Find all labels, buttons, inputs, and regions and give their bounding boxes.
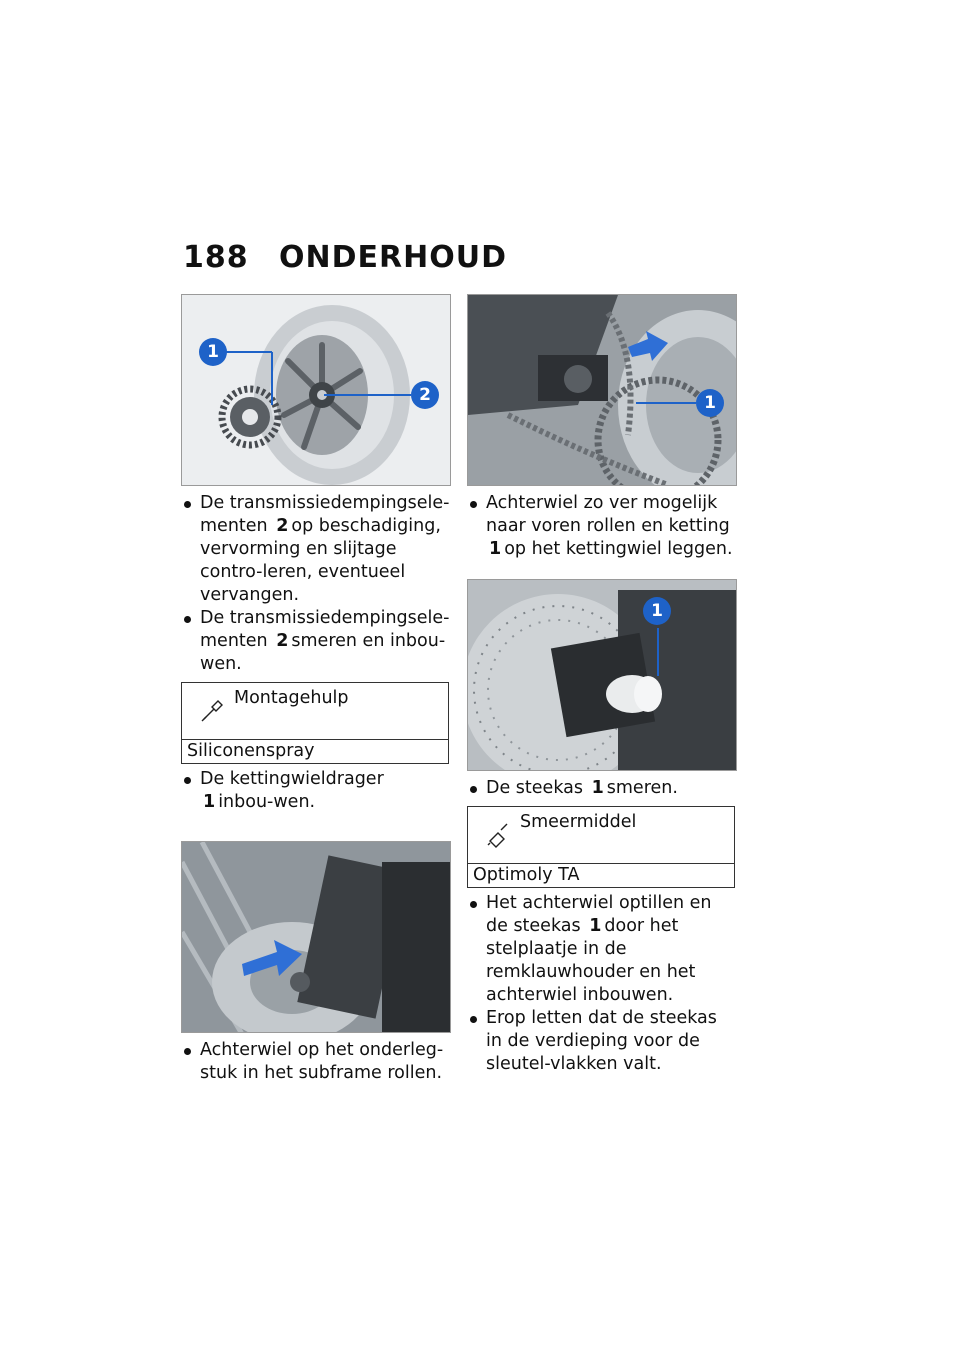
figure-chain-sprocket — [467, 294, 737, 486]
list-item: Achterwiel zo ver mogelijk naar voren rollen en ketting 1 op het kettingwiel leggen. — [467, 492, 737, 561]
page-header — [183, 240, 507, 275]
list-item: Het achterwiel optillen en de steekas 1 door het stelplaatje in de remklauwhouder en het achterwiel inbouwen. — [467, 892, 737, 1007]
bullet-dot — [184, 616, 191, 623]
section-title: ONDERHOUD — [279, 240, 507, 275]
bullet-dot — [184, 501, 191, 508]
page-number: 188 — [183, 240, 249, 275]
bullet-dot — [184, 777, 191, 784]
bullet-dot — [470, 786, 477, 793]
tool-icon — [198, 697, 226, 725]
bullet-dot — [470, 1016, 477, 1023]
bullet-dot — [184, 1048, 191, 1055]
figure-subframe-roll — [181, 841, 451, 1033]
instruction-list-b — [467, 777, 737, 800]
callout-1: 1 — [696, 389, 724, 417]
list-item: De kettingwieldrager 1 inbou-wen. — [181, 768, 451, 814]
figure-axle — [467, 579, 737, 771]
reference-number: 1 — [203, 792, 216, 812]
right-column — [467, 294, 737, 1076]
figure-rear-wheel-sprocket — [181, 294, 451, 486]
callout-1: 1 — [199, 338, 227, 366]
callout-2: 2 — [411, 381, 439, 409]
instruction-list-a — [181, 492, 451, 676]
lubricant-box — [467, 806, 735, 888]
list-item: Erop letten dat de steekas in de verdieping voor de sleutel-vlakken valt. — [467, 1007, 737, 1076]
note-value: Siliconenspray — [187, 741, 315, 761]
note-title: Montagehulp — [234, 688, 349, 708]
reference-number: 1 — [591, 778, 604, 798]
instruction-list-c — [467, 892, 737, 1076]
list-item: De transmissiedempingsele-menten 2 smeren en inbou-wen. — [181, 607, 451, 676]
list-item: De transmissiedempingsele-menten 2 op beschadiging, vervorming en slijtage contro-leren, eventueel vervangen. — [181, 492, 451, 607]
axle-illustration — [468, 580, 737, 771]
list-item: De steekas 1 smeren. — [467, 777, 737, 800]
assembly-aid-box — [181, 682, 449, 764]
callout-1: 1 — [643, 597, 671, 625]
reference-number: 1 — [489, 539, 502, 559]
bullet-dot — [470, 501, 477, 508]
chain-illustration — [468, 295, 737, 486]
reference-number: 2 — [276, 516, 289, 536]
instruction-list-b — [181, 768, 451, 814]
note-value: Optimoly TA — [473, 865, 580, 885]
instruction-list-a — [467, 492, 737, 561]
note-title: Smeermiddel — [520, 812, 637, 832]
reference-number: 2 — [276, 631, 289, 651]
list-item: Achterwiel op het onderleg-stuk in het subframe rollen. — [181, 1039, 451, 1085]
instruction-list-c — [181, 1039, 451, 1085]
grease-icon — [484, 821, 512, 849]
bullet-dot — [470, 901, 477, 908]
subframe-illustration — [182, 842, 451, 1033]
left-column — [181, 294, 451, 1085]
reference-number: 1 — [589, 916, 602, 936]
